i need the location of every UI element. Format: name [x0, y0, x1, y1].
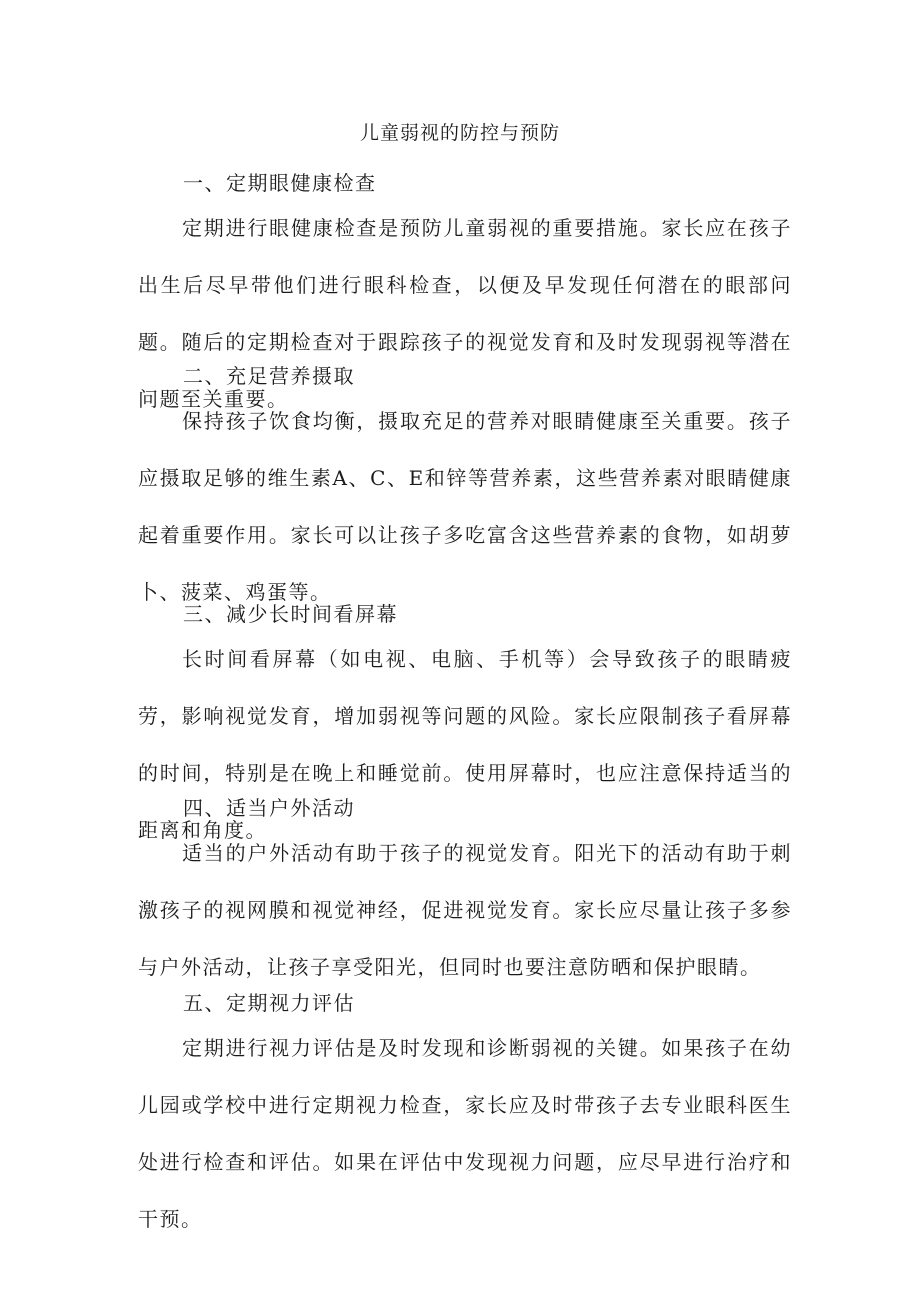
- section-1-heading: 一、定期眼健康检查: [183, 171, 377, 195]
- section-4-heading: 四、适当户外活动: [183, 796, 355, 820]
- document-title: 儿童弱视的防控与预防: [359, 122, 560, 144]
- section-1-body: 定期进行眼健康检查是预防儿童弱视的重要措施。家长应在孩子出生后尽早带他们进行眼科检查，以便及早发现任何潜在的眼部问题。随后的定期检查对于跟踪孩子的视觉发育和及时发现弱视等潜在问题至关重要。: [138, 216, 792, 411]
- section-5-heading: 五、定期视力评估: [183, 991, 355, 1015]
- section-4-body: 适当的户外活动有助于孩子的视觉发育。阳光下的活动有助于刺激孩子的视网膜和视觉神经，促进视觉发育。家长应尽量让孩子多参与户外活动，让孩子享受阳光，但同时也要注意防晒和保护眼睛。: [138, 841, 792, 979]
- section-5-body: 定期进行视力评估是及时发现和诊断弱视的关键。如果孩子在幼儿园或学校中进行定期视力检查，家长应及时带孩子去专业眼科医生处进行检查和评估。如果在评估中发现视力问题，应尽早进行治疗和干预。: [138, 1036, 792, 1231]
- section-3-heading: 三、减少长时间看屏幕: [183, 602, 398, 626]
- section-2-heading: 二、充足营养摄取: [183, 364, 355, 388]
- section-2-body: 保持孩子饮食均衡，摄取充足的营养对眼睛健康至关重要。孩子应摄取足够的维生素A、C、E和锌等营养素，这些营养素对眼睛健康起着重要作用。家长可以让孩子多吃富含这些营养素的食物，如胡萝卜、菠菜、鸡蛋等。: [138, 409, 792, 604]
- section-3-body: 长时间看屏幕（如电视、电脑、手机等）会导致孩子的眼睛疲劳，影响视觉发育，增加弱视等问题的风险。家长应限制孩子看屏幕的时间，特别是在晚上和睡觉前。使用屏幕时，也应注意保持适当的距离和角度。: [138, 647, 792, 842]
